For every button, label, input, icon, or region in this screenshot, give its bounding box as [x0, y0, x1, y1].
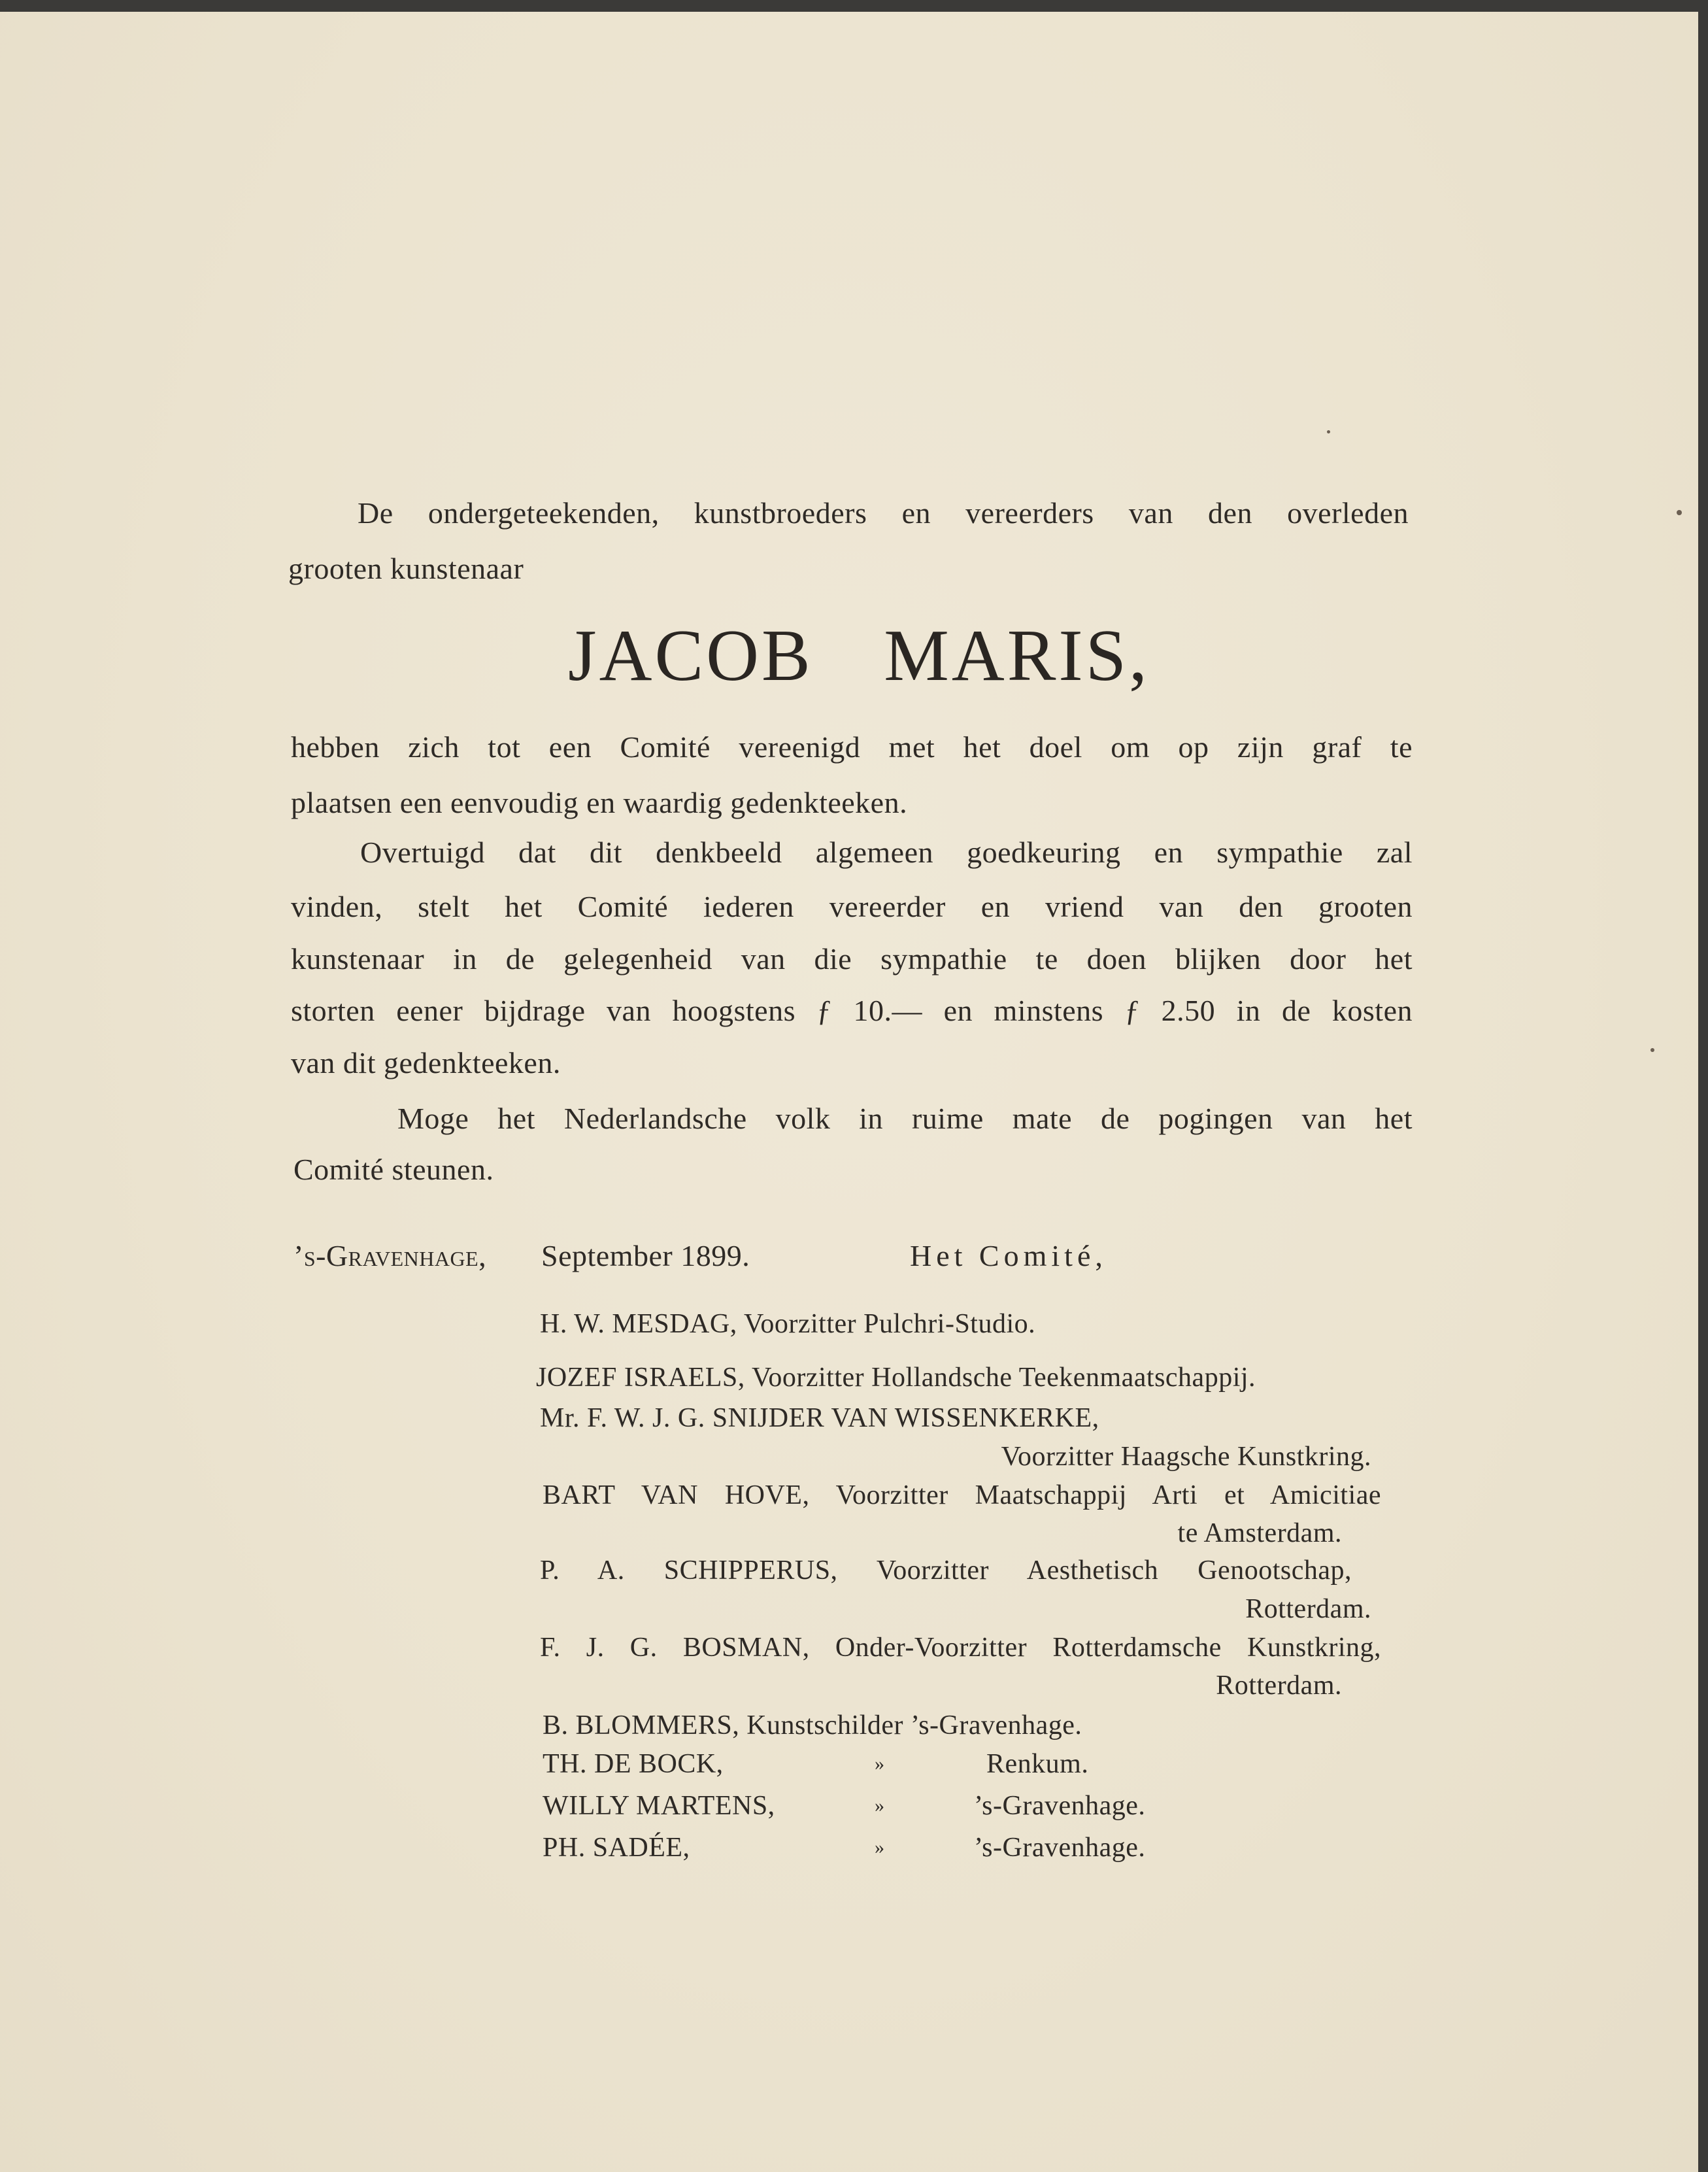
signature-date: September 1899. — [541, 1239, 750, 1272]
body-line: plaatsen een eenvoudig en waardig gedenkteeken. — [291, 786, 908, 819]
member-name: WILLY MARTENS, — [543, 1791, 775, 1821]
member-line: F. J. G. BOSMAN, Onder-Voorzitter Rotterdamsche Kunstkring, — [540, 1633, 1381, 1663]
member-place: ’s-Gravenhage. — [974, 1791, 1146, 1821]
member-affiliation: Voorzitter Haagsche Kunstkring. — [1001, 1442, 1371, 1472]
document-page — [0, 12, 1698, 2172]
member-place: Renkum. — [986, 1749, 1089, 1779]
body-line: kunstenaar in de gelegenheid van die sympathie te doen blijken door het — [291, 942, 1413, 976]
ditto-mark: » — [875, 1837, 885, 1858]
ditto-mark: » — [875, 1753, 885, 1774]
body-line: Moge het Nederlandsche volk in ruime mate de pogingen van het — [397, 1102, 1413, 1135]
ditto-mark: » — [875, 1795, 885, 1816]
paper-blemish — [1327, 430, 1330, 433]
member-affiliation: te Amsterdam. — [1177, 1518, 1342, 1548]
member-line: H. W. MESDAG, Voorzitter Pulchri-Studio. — [540, 1309, 1036, 1339]
signature-committee: Het Comité, — [910, 1239, 1107, 1272]
member-name: PH. SADÉE, — [543, 1833, 690, 1863]
member-line: JOZEF ISRAELS, Voorzitter Hollandsche Teekenmaatschappij. — [536, 1363, 1256, 1393]
body-line: storten eener bijdrage van hoogstens ƒ 10.— en minstens ƒ 2.50 in de kosten — [291, 994, 1413, 1027]
member-line: B. BLOMMERS, Kunstschilder ’s-Gravenhage. — [543, 1710, 1082, 1740]
body-line: hebben zich tot een Comité vereenigd met het doel om op zijn graf te — [291, 730, 1413, 764]
member-affiliation: Rotterdam. — [1216, 1671, 1342, 1701]
body-line: Comité steunen. — [293, 1153, 494, 1186]
member-affiliation: Rotterdam. — [1245, 1594, 1371, 1624]
paper-blemish — [1650, 1048, 1654, 1052]
member-line: Mr. F. W. J. G. SNIJDER VAN WISSENKERKE, — [540, 1403, 1099, 1433]
member-name: TH. DE BOCK, — [543, 1749, 724, 1779]
paper-blemish — [1677, 510, 1682, 515]
page-title: JACOB MARIS, — [568, 615, 1150, 696]
intro-line-2: grooten kunstenaar — [288, 552, 524, 585]
member-line: BART VAN HOVE, Voorzitter Maatschappij Arti et Amicitiae — [543, 1480, 1381, 1510]
body-line: vinden, stelt het Comité iederen vereerder en vriend van den grooten — [291, 890, 1413, 923]
body-line: Overtuigd dat dit denkbeeld algemeen goedkeuring en sympathie zal — [360, 836, 1413, 869]
signature-place: ’s-Gravenhage, — [293, 1239, 487, 1272]
member-line: P. A. SCHIPPERUS, Voorzitter Aesthetisch Genootschap, — [540, 1555, 1352, 1586]
body-line: van dit gedenkteeken. — [291, 1046, 561, 1079]
member-place: ’s-Gravenhage. — [974, 1833, 1146, 1863]
intro-line-1: De ondergeteekenden, kunstbroeders en vereerders van den overleden — [358, 496, 1409, 530]
